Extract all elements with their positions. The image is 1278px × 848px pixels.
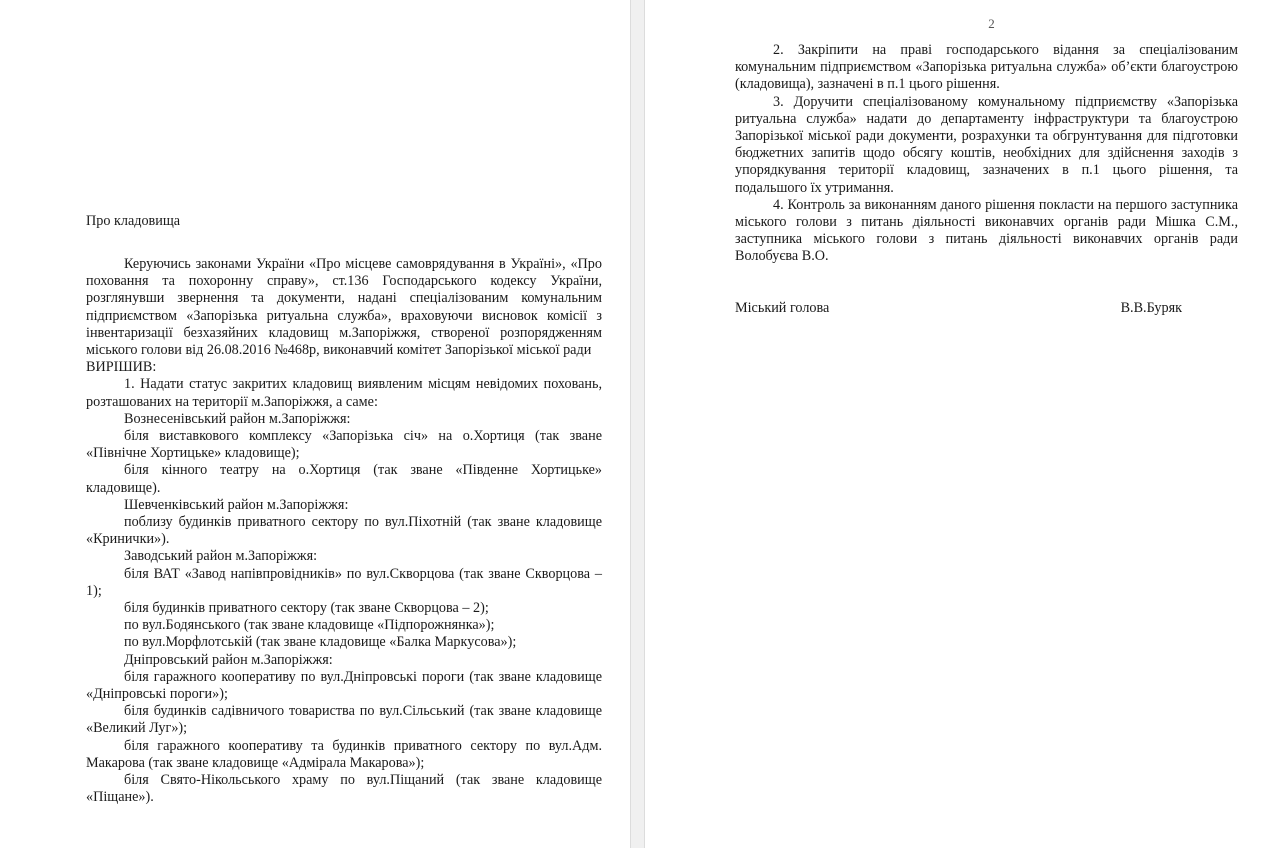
signature-line xyxy=(735,300,1182,317)
cemetery-list-item: по вул.Морфлотській (так зване кладовище «Балка Маркусова»); xyxy=(124,634,517,651)
cemetery-list-item: біля гаражного кооперативу та будинків приватного сектору по вул.Адм. Макарова (так зване кладовище «Адмірала Макарова»); xyxy=(86,737,602,771)
district-heading: Заводський район м.Запоріжжя: xyxy=(124,548,318,565)
document-page-2 xyxy=(645,0,1278,848)
cemetery-list-item: біля кінного театру на о.Хортиця (так зване «Південне Хортицьке» кладовище). xyxy=(86,462,602,496)
item-1-paragraph: 1. Надати статус закритих кладовищ виявленим місцям невідомих поховань, розташованих на території м.Запоріжжя, а саме: xyxy=(86,376,602,410)
cemetery-list-item: біля гаражного кооперативу по вул.Дніпровські пороги (так зване кладовище «Дніпровські пороги»); xyxy=(86,668,602,703)
item-3-paragraph: 3. Доручити спеціалізованому комунальному підприємству «Запорізька ритуальна служба» надати до департаменту інфраструктури та благоустрою Запорізької міської ради документи, розрахунки та обгрунтування для підготовки бюджетних запитів щодо обсягу коштів, необхідних для здійснення заходів з упорядкування території кладовищ, зазначених в п.1 цього рішення, та подальшого їх утримання. xyxy=(735,93,1238,196)
cemetery-list-item: біля будинків садівничого товариства по вул.Сільський (так зване кладовище «Великий Луг»); xyxy=(86,703,602,737)
document-page-1 xyxy=(0,0,630,848)
item-4-paragraph: 4. Контроль за виконанням даного рішення покласти на першого заступника міського голови з питань діяльності виконавчих органів ради Мішка С.М., заступника міського голови з питань діяльності виконавчих органів ради Волобуєва В.О. xyxy=(735,196,1238,265)
cemetery-list-item: біля виставкового комплексу «Запорізька січ» на о.Хортиця (так зване «Північне Хортицьке» кладовище); xyxy=(86,428,602,462)
cemetery-list-item: біля Свято-Нікольського храму по вул.Піщаний (так зване кладовище «Піщане»). xyxy=(86,772,602,806)
page-number: 2 xyxy=(988,16,995,31)
district-heading: Шевченківський район м.Запоріжжя: xyxy=(124,496,349,513)
document-body-page-1 xyxy=(86,256,602,807)
item-2-paragraph: 2. Закріпити на праві господарського відання за спеціалізованим комунальним підприємством «Запорізька ритуальна служба» об’єкти благоустрою (кладовища), зазначені в п.1 цього рішення. xyxy=(735,42,1238,93)
district-heading: Вознесенівський район м.Запоріжжя: xyxy=(124,410,351,427)
cemetery-list-item: біля ВАТ «Завод напівпровідників» по вул.Скворцова (так зване Скворцова – 1); xyxy=(86,565,602,599)
cemetery-list-item: біля будинків приватного сектору (так зване Скворцова – 2); xyxy=(124,600,489,617)
signature-title: Міський голова xyxy=(735,300,830,316)
document-body-page-2 xyxy=(735,42,1238,266)
preamble-paragraph: Керуючись законами України «Про місцеве самоврядування в Україні», «Про поховання та похоронну справу», ст.136 Господарського кодексу України, розглянувши звернення та документи, надані спеціалізованим комунальним підприємством «Запорізька ритуальна служба», враховуючи висновок комісії з інвентаризації безхазяйних кладовищ м.Запоріжжя, створеної розпорядженням міського голови від 26.08.2016 №468р, виконавчий комітет Запорізької міської ради xyxy=(86,256,602,359)
page-separator xyxy=(630,0,645,848)
signature-name: В.В.Буряк xyxy=(1120,300,1182,316)
cemetery-list-item: по вул.Бодянського (так зване кладовище «Підпорожнянка»); xyxy=(124,617,495,634)
cemetery-list-item: поблизу будинків приватного сектору по вул.Піхотній (так зване кладовище «Кринички»). xyxy=(86,514,602,548)
district-heading: Дніпровський район м.Запоріжжя: xyxy=(124,651,333,668)
decided-heading: ВИРІШИВ: xyxy=(86,359,157,376)
document-title: Про кладовища xyxy=(86,213,181,229)
